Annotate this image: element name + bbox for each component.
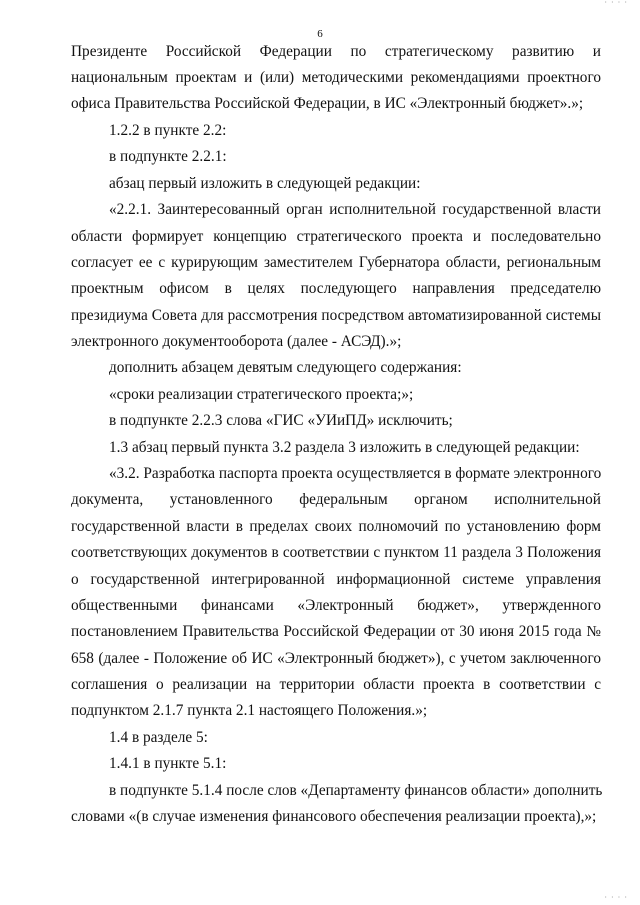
text-line: соответствующих документов в соответствии с пунктом 11 раздела 3 Положения	[71, 544, 601, 561]
text-line: 1.3 абзац первый пункта 3.2 раздела 3 изложить в следующей редакции:	[109, 439, 580, 456]
text-line: 1.4.1 в пункте 5.1:	[109, 755, 227, 772]
text-line: «2.2.1. Заинтересованный орган исполнительной государственной власти	[109, 201, 601, 218]
text-line: документа, установленного федеральным органом исполнительной	[71, 491, 601, 508]
text-line: области формирует концепцию стратегического проекта и последовательно	[71, 228, 601, 245]
text-line: общественными финансами «Электронный бюджет», утвержденного	[71, 597, 601, 614]
text-line: государственной власти в пределах своих полномочий по установлению форм	[71, 518, 601, 535]
scan-edge-mark: · · · ·	[604, 0, 628, 7]
text-line: офиса Правительства Российской Федерации, в ИС «Электронный бюджет».»;	[71, 95, 584, 112]
text-line: в подпункте 2.2.3 слова «ГИС «УИиПД» исключить;	[109, 412, 453, 429]
text-line: подпунктом 2.1.7 пункта 2.1 настоящего Положения.»;	[71, 702, 428, 719]
text-line: «3.2. Разработка паспорта проекта осуществляется в формате электронного	[109, 465, 602, 482]
text-line: 1.4 в разделе 5:	[109, 729, 208, 746]
text-line: президиума Совета для рассмотрения посредством автоматизированной системы	[71, 307, 601, 324]
text-line: национальным проектам и (или) методическими рекомендациями проектного	[71, 69, 601, 86]
text-line: в подпункте 2.2.1:	[109, 148, 227, 165]
page-number: 6	[317, 28, 323, 40]
text-line: 1.2.2 в пункте 2.2:	[109, 122, 227, 139]
text-line: 658 (далее - Положение об ИС «Электронный бюджет»), с учетом заключенного	[71, 650, 601, 667]
text-line: дополнить абзацем девятым следующего содержания:	[109, 359, 462, 376]
text-line: абзац первый изложить в следующей редакции:	[109, 175, 421, 192]
text-line: словами «(в случае изменения финансового обеспечения реализации проекта),»;	[71, 808, 597, 825]
text-line: соглашения о реализации на территории области проекта в соответствии с	[71, 676, 601, 693]
text-line: в подпункте 5.1.4 после слов «Департаменту финансов области» дополнить	[109, 782, 603, 799]
scan-edge-mark: · · · ·	[604, 893, 628, 902]
text-line: «сроки реализации стратегического проекта;»;	[109, 386, 414, 403]
text-line: о государственной интегрированной информационной системе управления	[71, 571, 601, 588]
text-line: Президенте Российской Федерации по стратегическому развитию и	[71, 43, 601, 60]
text-line: согласует ее с курирующим заместителем Губернатора области, региональным	[71, 254, 601, 271]
text-line: проектным офисом в целях последующего направления председателю	[71, 280, 601, 297]
text-line: постановлением Правительства Российской Федерации от 30 июня 2015 года №	[71, 623, 601, 640]
text-line: электронного документооборота (далее - АСЭД).»;	[71, 333, 402, 350]
